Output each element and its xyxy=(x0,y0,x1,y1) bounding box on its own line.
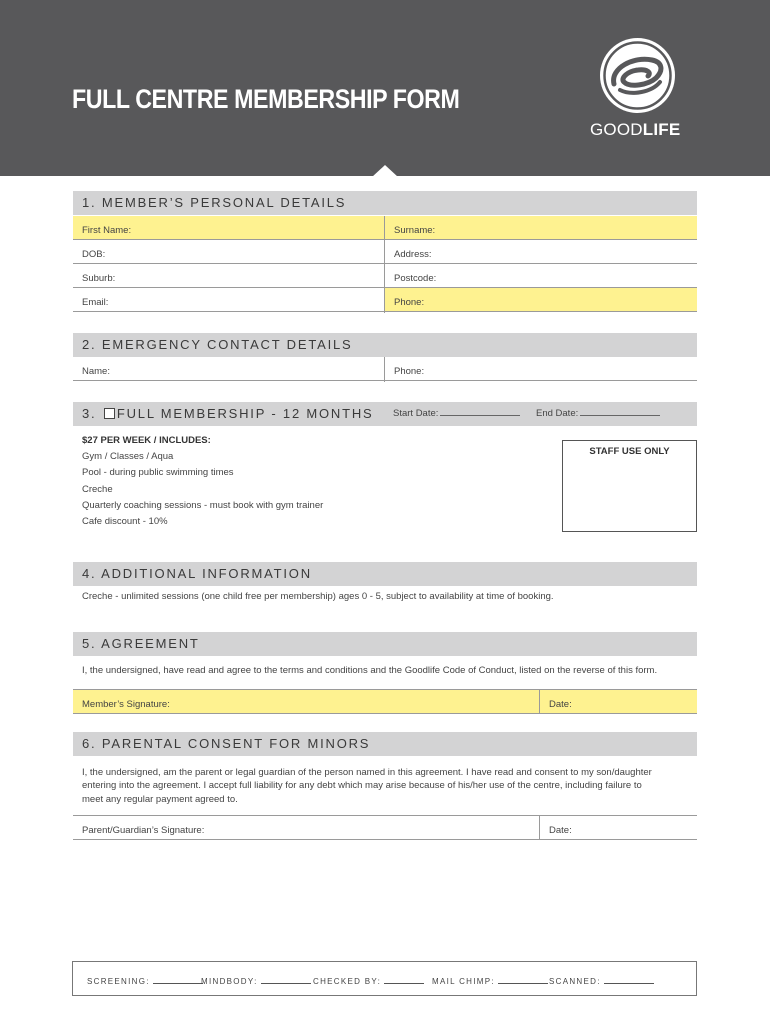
section-2-title: 2. EMERGENCY CONTACT DETAILS xyxy=(82,337,353,352)
form-header xyxy=(0,0,770,176)
column-divider xyxy=(539,690,540,714)
dob-label: DOB: xyxy=(82,249,106,260)
checked-by-field[interactable]: CHECKED BY: xyxy=(313,977,424,986)
goodlife-logo xyxy=(586,38,696,142)
column-divider xyxy=(384,216,385,313)
mindbody-field[interactable]: MINDBODY: xyxy=(201,977,311,986)
postcode-label: Postcode: xyxy=(394,273,437,284)
suburb-label: Suburb: xyxy=(82,273,116,284)
section-6-header xyxy=(73,732,697,756)
email-field[interactable] xyxy=(73,288,384,312)
section-3-title: 3. FULL MEMBERSHIP - 12 MONTHS xyxy=(82,406,374,421)
screening-field[interactable]: SCREENING: xyxy=(87,977,203,986)
email-label: Email: xyxy=(82,297,109,308)
section-1-header xyxy=(73,191,697,215)
guardian-signature-label: Parent/Guardian’s Signature: xyxy=(82,825,205,836)
dob-field[interactable] xyxy=(73,240,384,264)
goodlife-logo-icon xyxy=(600,38,675,113)
include-item: Cafe discount - 10% xyxy=(82,516,168,527)
section-4-header xyxy=(73,562,697,586)
goodlife-logo-text: GOODLIFE xyxy=(590,120,681,139)
form-title: FULL CENTRE MEMBERSHIP FORM xyxy=(72,84,460,114)
agreement-date-field[interactable] xyxy=(540,690,697,714)
include-item: Quarterly coaching sessions - must book with gym trainer xyxy=(82,500,324,511)
surname-label: Surname: xyxy=(394,225,436,236)
consent-date-label: Date: xyxy=(549,825,572,836)
office-use-footer xyxy=(72,961,697,996)
price-heading: $27 PER WEEK / INCLUDES: xyxy=(82,435,211,446)
parental-consent-text: I, the undersigned, am the parent or legal guardian of the person named in this agreement. I have read and consent to my son/daughter entering into the agreement. I accept full liability for any debt which may arise because of his/her use of the centre, including failure to meet any regular payment agreed to. xyxy=(82,767,652,805)
header-notch xyxy=(372,165,398,177)
emergency-phone-field[interactable] xyxy=(385,357,697,381)
member-signature-label: Member’s Signature: xyxy=(82,699,170,710)
address-field[interactable] xyxy=(385,240,697,264)
emergency-name-label: Name: xyxy=(82,366,110,377)
address-label: Address: xyxy=(394,249,432,260)
start-date-field[interactable] xyxy=(393,408,520,419)
emergency-phone-label: Phone: xyxy=(394,366,425,377)
guardian-signature-field[interactable] xyxy=(73,816,539,840)
first-name-label: First Name: xyxy=(82,225,132,236)
postcode-field[interactable] xyxy=(385,264,697,288)
section-1-title: 1. MEMBER’S PERSONAL DETAILS xyxy=(82,195,347,210)
staff-use-box[interactable] xyxy=(562,440,697,532)
end-date-field[interactable] xyxy=(536,408,660,419)
agreement-date-label: Date: xyxy=(549,699,572,710)
consent-date-field[interactable] xyxy=(540,816,697,840)
additional-info-text: Creche - unlimited sessions (one child free per membership) ages 0 - 5, subject to availability at time of booking. xyxy=(82,591,554,602)
scanned-field[interactable]: SCANNED: xyxy=(549,977,654,986)
section-3-header xyxy=(73,402,697,426)
section-6-title: 6. PARENTAL CONSENT FOR MINORS xyxy=(82,736,371,751)
include-item: Gym / Classes / Aqua xyxy=(82,451,174,462)
include-item: Creche xyxy=(82,484,113,495)
start-date-label: Start Date: xyxy=(393,408,439,419)
staff-use-label: STAFF USE ONLY xyxy=(589,446,670,457)
section-5-title: 5. AGREEMENT xyxy=(82,636,200,651)
mail-chimp-field[interactable]: MAIL CHIMP: xyxy=(432,977,548,986)
end-date-label: End Date: xyxy=(536,408,579,419)
section-2-header xyxy=(73,333,697,357)
emergency-name-field[interactable] xyxy=(73,357,384,381)
agreement-text: I, the undersigned, have read and agree to the terms and conditions and the Goodlife Code of Conduct, listed on the reverse of this form. xyxy=(82,665,658,676)
section-4-title: 4. ADDITIONAL INFORMATION xyxy=(82,566,312,581)
first-name-field[interactable] xyxy=(73,216,384,240)
member-signature-field[interactable] xyxy=(73,690,539,714)
phone-field[interactable] xyxy=(385,288,697,312)
column-divider xyxy=(539,816,540,840)
suburb-field[interactable] xyxy=(73,264,384,288)
full-membership-checkbox[interactable] xyxy=(104,408,115,419)
section-5-header xyxy=(73,632,697,656)
column-divider xyxy=(384,357,385,382)
include-item: Pool - during public swimming times xyxy=(82,467,234,478)
surname-field[interactable] xyxy=(385,216,697,240)
phone-label: Phone: xyxy=(394,297,425,308)
